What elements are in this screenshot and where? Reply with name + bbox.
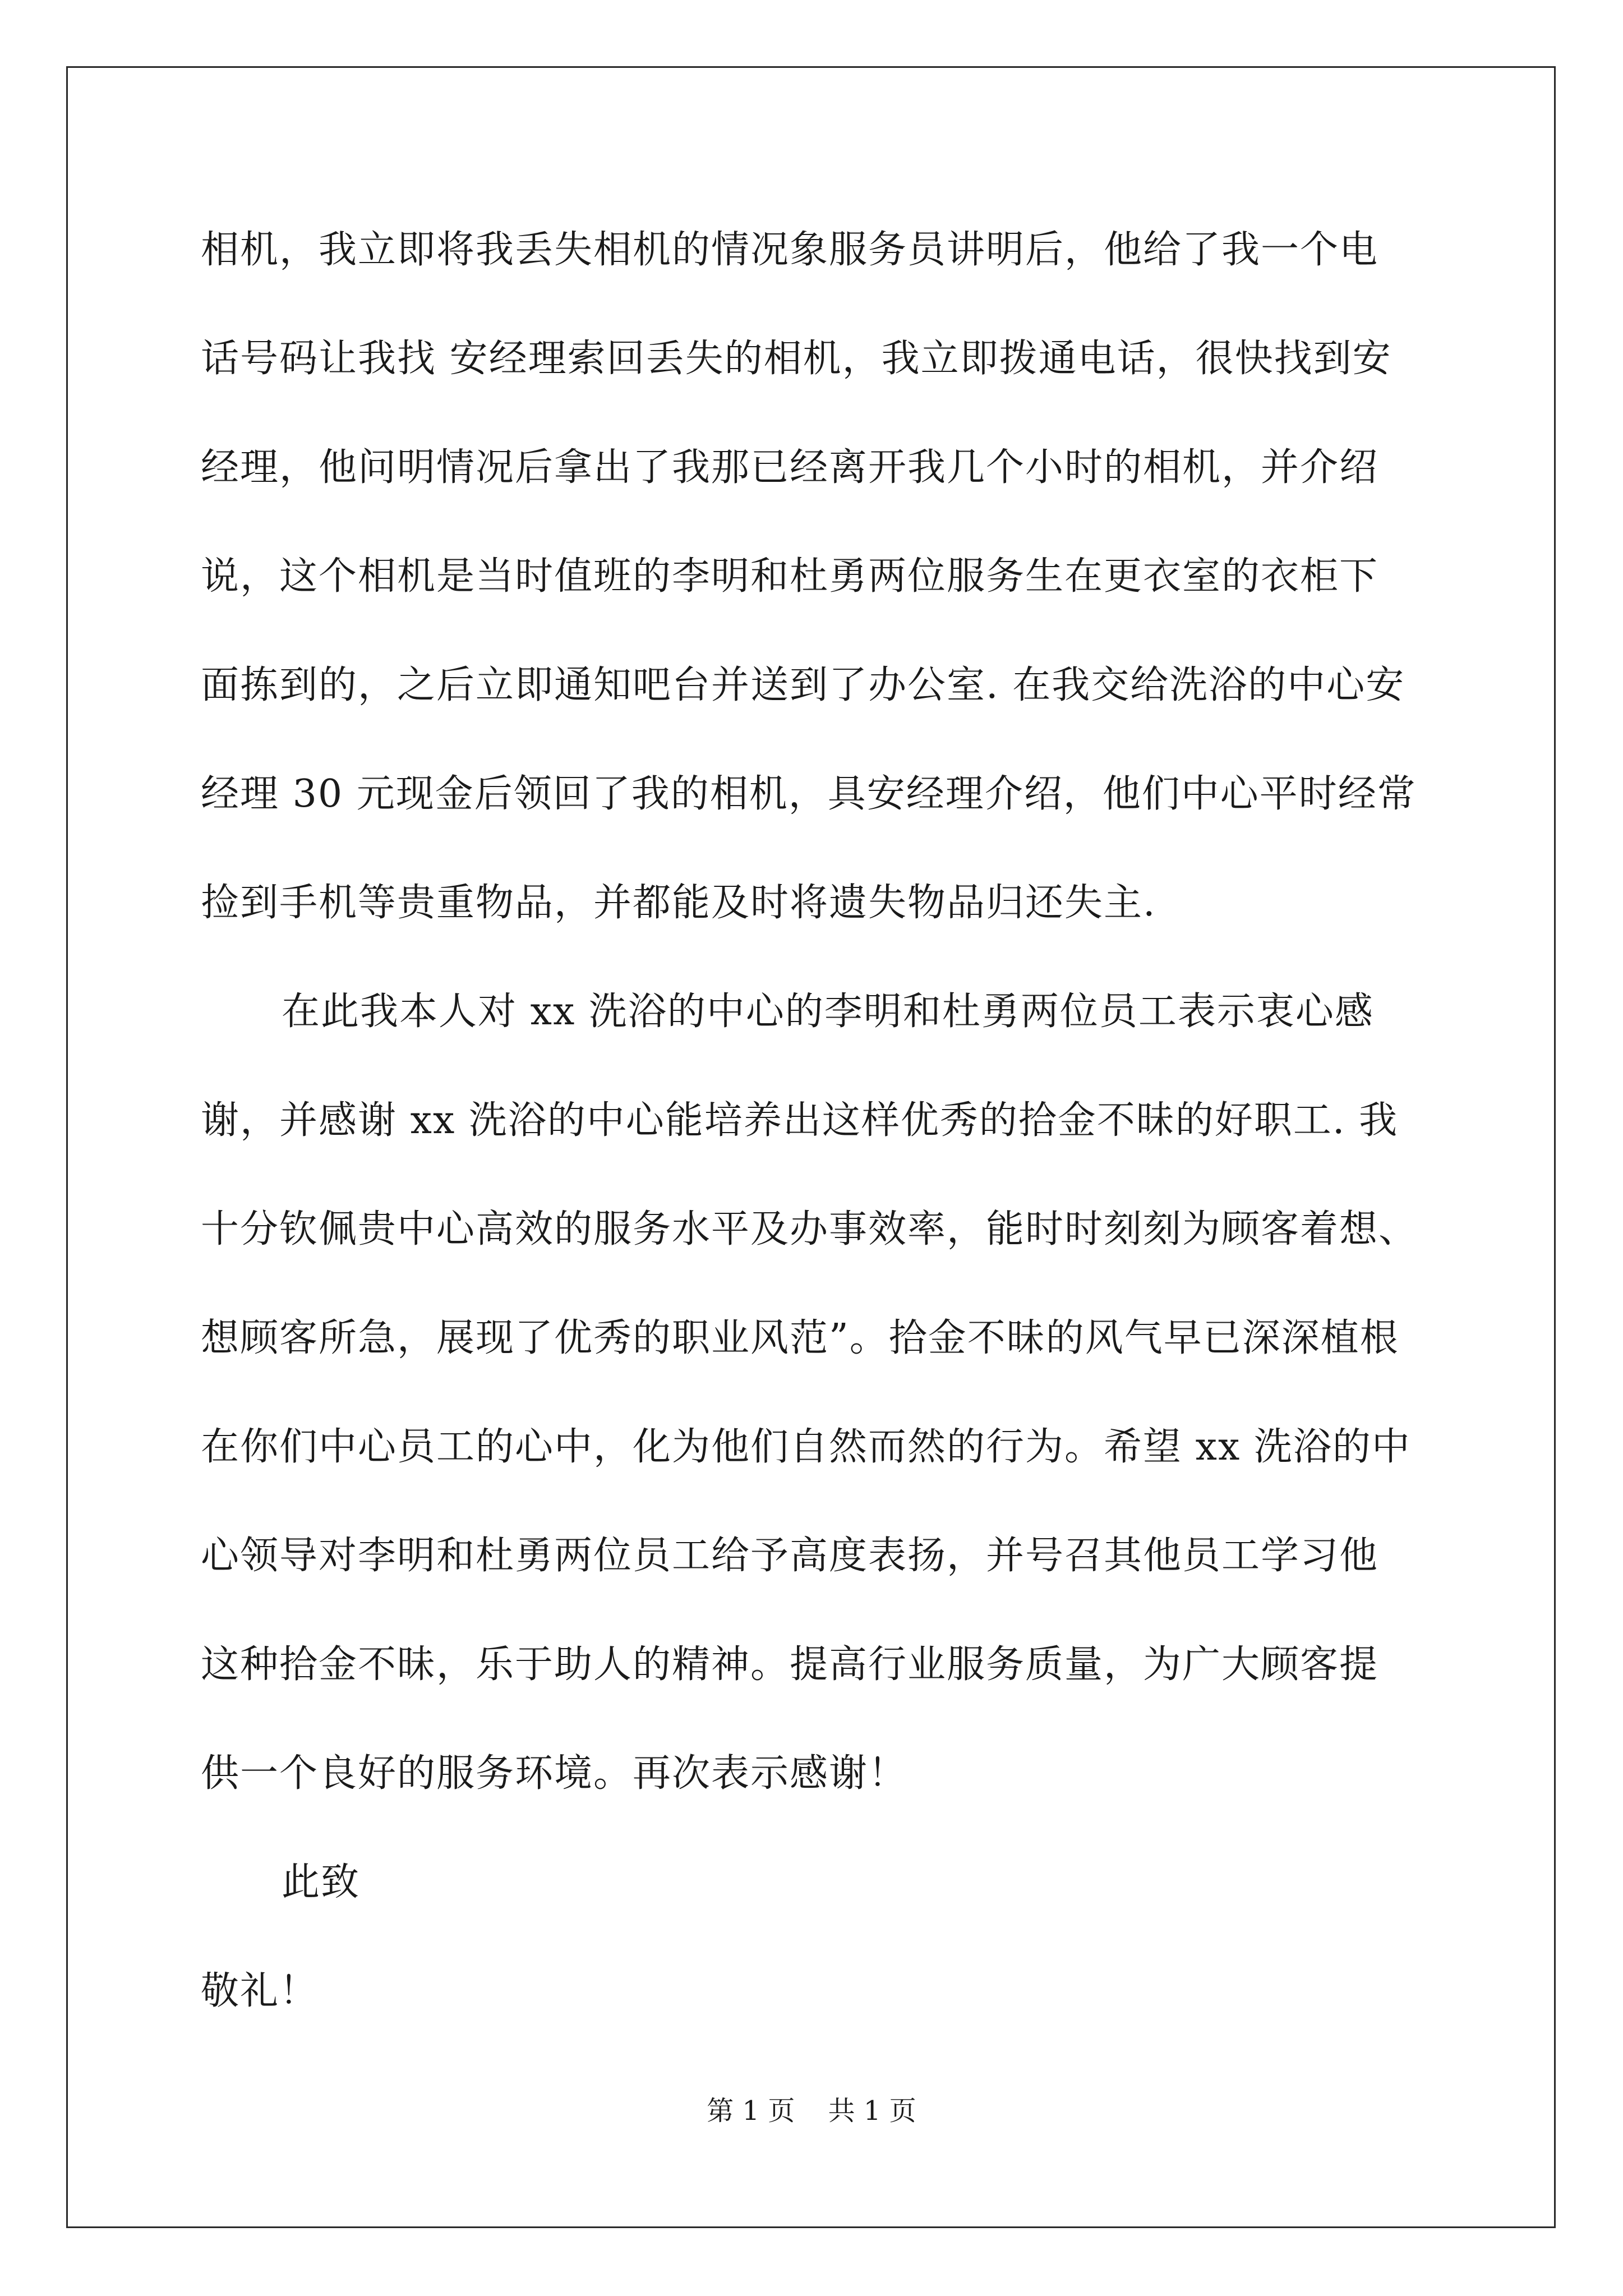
text-line: 说，这个相机是当时值班的李明和杜勇两位服务生在更衣室的衣柜下 [201,554,1379,599]
page-footer [0,2089,1623,2128]
text-line: 供一个良好的服务环境。再次表示感谢！ [201,1751,908,1796]
page-total: 共 1 页 [828,2095,916,2127]
text-line: 这种拾金不昧，乐于助人的精神。提高行业服务质量，为广大顾客提 [201,1642,1379,1687]
text-line: 想顾客所急，展现了优秀的职业风范”。拾金不昧的风气早已深深植根 [201,1316,1399,1360]
text-line: 面拣到的，之后立即通知吧台并送到了办公室. 在我交给洗浴的中心安 [201,663,1405,707]
text-line: 经理 30 元现金后领回了我的相机，具安经理介绍，他们中心平时经常 [201,772,1417,816]
closing: 此致 [282,1860,361,1904]
text-line: 在此我本人对 xx 洗浴的中心的李明和杜勇两位员工表示衷心感 [282,990,1374,1034]
text-line: 相机，我立即将我丢失相机的情况象服务员讲明后，他给了我一个电 [201,228,1379,272]
text-line: 话号码让我找 安经理索回丢失的相机，我立即拨通电话，很快找到安 [201,337,1392,381]
text-line: 十分钦佩贵中心高效的服务水平及办事效率，能时时刻刻为顾客着想、 [201,1207,1418,1251]
text-line: 谢，并感谢 xx 洗浴的中心能培养出这样优秀的拾金不昧的好职工. 我 [201,1098,1399,1143]
text-line: 捡到手机等贵重物品，并都能及时将遗失物品归还失主. [201,881,1156,925]
text-line: 经理，他问明情况后拿出了我那已经离开我几个小时的相机，并介绍 [201,445,1379,490]
text-line: 在你们中心员工的心中，化为他们自然而然的行为。希望 xx 洗浴的中 [201,1425,1411,1469]
text-line: 心领导对李明和杜勇两位员工给予高度表扬，并号召其他员工学习他 [201,1534,1379,1578]
page-number: 第 1 页 [707,2095,795,2127]
salute: 敬礼！ [201,1969,319,2013]
